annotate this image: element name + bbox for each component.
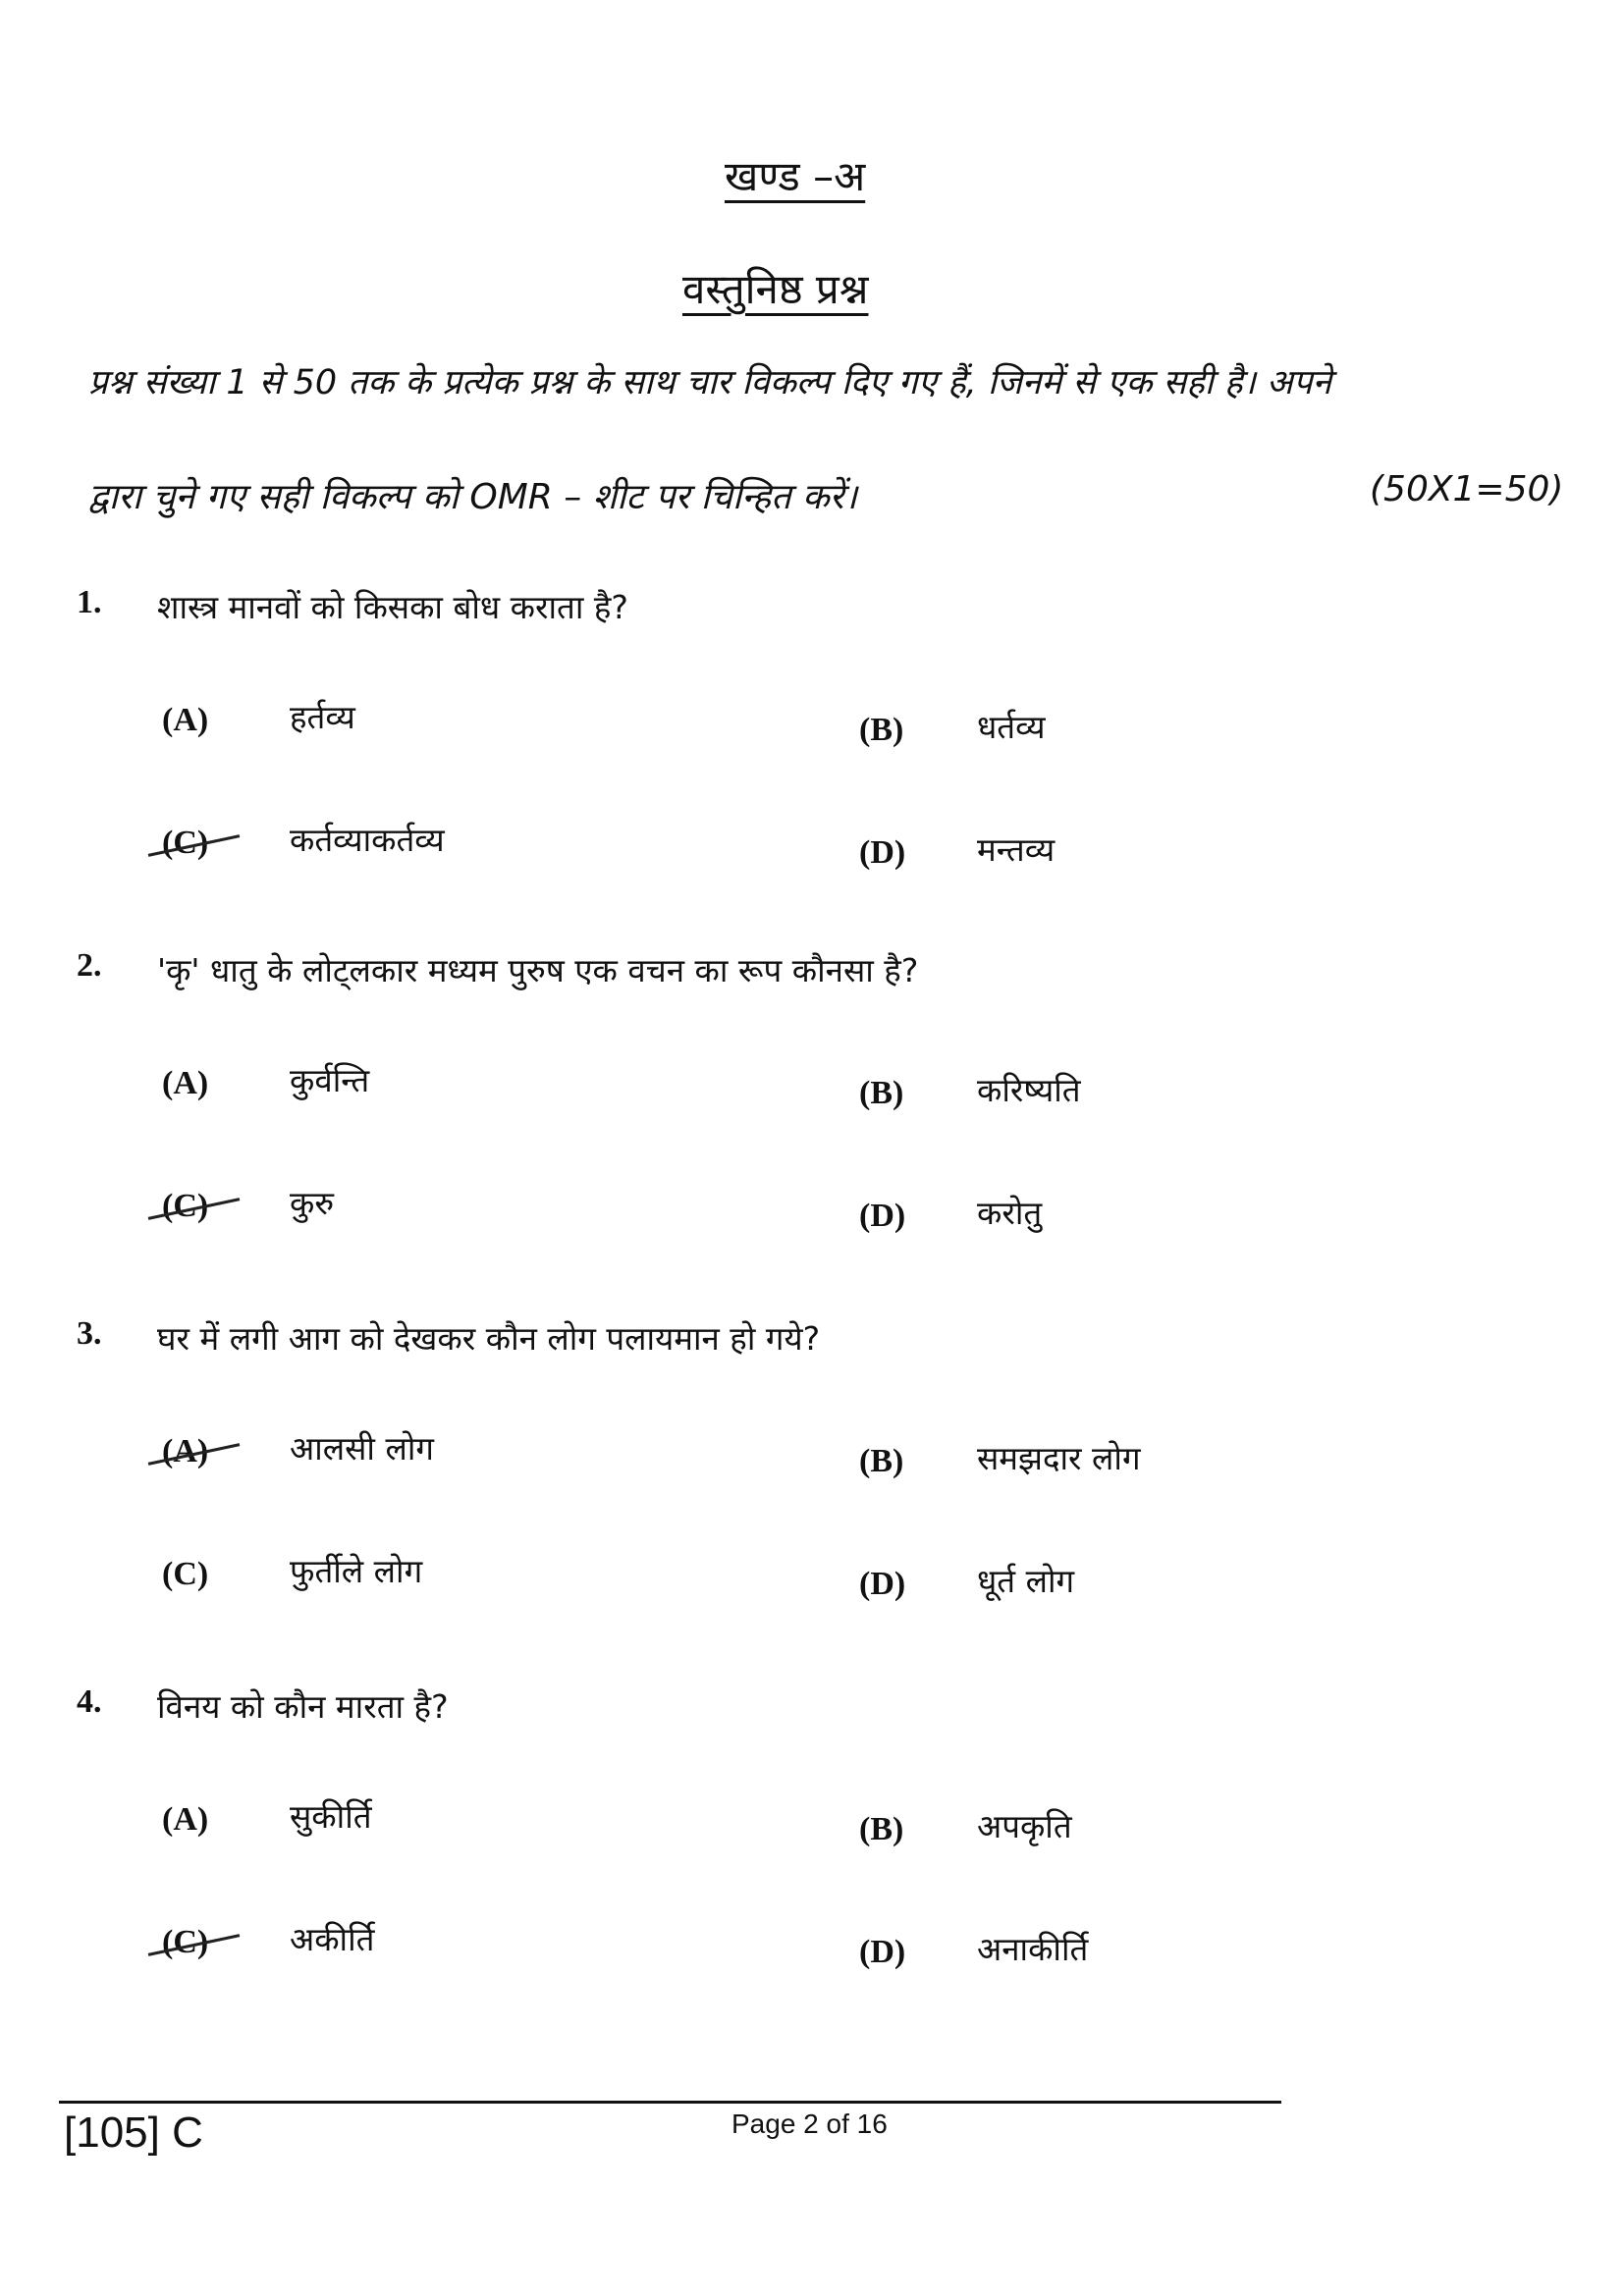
option-label: (D) xyxy=(859,834,906,871)
option-text: फुर्तीले लोग xyxy=(290,1552,423,1590)
option-text: करोतु xyxy=(977,1194,1043,1232)
question-number: 4. xyxy=(77,1683,102,1720)
option-text: कुर्वन्ति xyxy=(290,1061,370,1099)
option-text: सुकीर्ति xyxy=(290,1797,372,1836)
option-label: (D) xyxy=(859,1566,906,1602)
option-text: अनाकीर्ति xyxy=(977,1930,1089,1968)
option-text: करिष्यति xyxy=(977,1071,1081,1109)
option-label: (A) xyxy=(162,702,209,738)
instructions-line-1: प्रश्न संख्या 1 से 50 तक के प्रत्येक प्रश्न के साथ चार विकल्प दिए गए हैं, जिनमें से एक सही है। अपने xyxy=(88,363,1332,402)
option-label: (D) xyxy=(859,1934,906,1970)
option-text: कुरु xyxy=(290,1184,335,1222)
footer-divider xyxy=(59,2101,1281,2104)
question-number: 3. xyxy=(77,1315,102,1352)
paper-code: [105] C xyxy=(64,2109,203,2157)
question-text: घर में लगी आग को देखकर कौन लोग पलायमान हो गये? xyxy=(157,1319,821,1358)
option-label: (C) xyxy=(162,1556,209,1592)
option-label: (B) xyxy=(859,1075,904,1111)
question-text: 'कृ' धातु के लोट्लकार मध्यम पुरुष एक वचन का रूप कौनसा है? xyxy=(157,951,919,989)
option-label: (A) xyxy=(162,1433,209,1469)
option-text: धर्तव्य xyxy=(977,708,1046,746)
option-label: (B) xyxy=(859,1443,904,1479)
option-text: समझदार लोग xyxy=(977,1439,1141,1477)
question-text: विनय को कौन मारता है? xyxy=(157,1687,449,1726)
option-text: मन्तव्य xyxy=(977,830,1056,869)
instructions-line-2: द्वारा चुने गए सही विकल्प को OMR – शीट पर चिन्हित करें। xyxy=(88,477,858,517)
option-text: कर्तव्याकर्तव्य xyxy=(290,821,445,859)
marks-allocation: (50X1=50) xyxy=(1370,469,1564,509)
option-text: धूर्त लोग xyxy=(977,1562,1075,1600)
section-title: खण्ड –अ xyxy=(725,152,866,200)
option-label: (D) xyxy=(859,1198,906,1234)
option-label: (C) xyxy=(162,825,209,861)
option-text: अकीर्ति xyxy=(290,1920,375,1958)
option-text: हर्तव्य xyxy=(290,698,355,736)
question-number: 2. xyxy=(77,947,102,984)
section-subtitle: वस्तुनिष्ठ प्रश्न xyxy=(682,265,869,313)
option-label: (C) xyxy=(162,1188,209,1224)
question-text: शास्त्र मानवों को किसका बोध कराता है? xyxy=(157,588,628,626)
option-text: अपकृति xyxy=(977,1807,1072,1845)
page-number: Page 2 of 16 xyxy=(731,2109,888,2139)
option-label: (A) xyxy=(162,1801,209,1838)
question-number: 1. xyxy=(77,584,102,620)
option-label: (B) xyxy=(859,1811,904,1847)
option-label: (A) xyxy=(162,1065,209,1101)
option-label: (B) xyxy=(859,712,904,748)
option-label: (C) xyxy=(162,1924,209,1960)
option-text: आलसी लोग xyxy=(290,1429,434,1468)
